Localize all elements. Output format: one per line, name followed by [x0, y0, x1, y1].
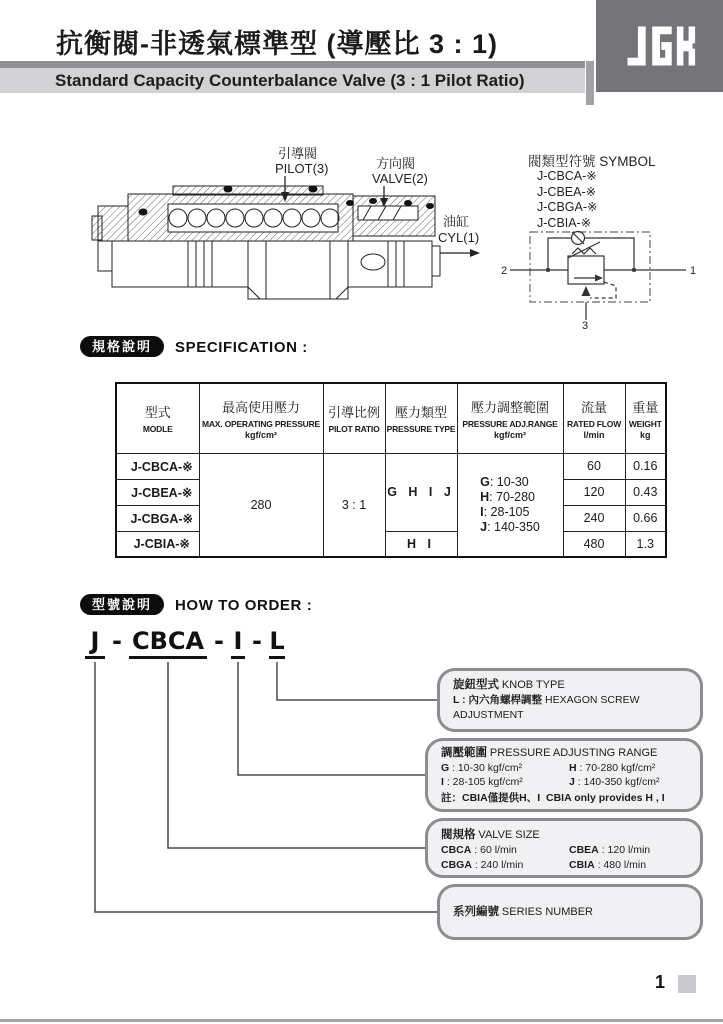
pilot-label-zh: 引導閥 [278, 146, 318, 161]
cyl-label-zh: 油缸 [443, 214, 470, 229]
symbol-model-list [537, 169, 597, 231]
weight-cell: 0.66 [625, 505, 666, 531]
symbol-model-item: J-CBCA-※ [537, 169, 597, 183]
valve-size-entries [441, 843, 687, 873]
col-rated-flow: 流量 RATED FLOW l/min [563, 383, 625, 453]
cyl-label-en: CYL(1) [438, 230, 480, 245]
symbol-port-3-label: 3 [582, 320, 589, 330]
symbol-port-2-label: 2 [501, 265, 508, 277]
page-number-square [678, 975, 696, 993]
symbol-port-1-label: 1 [690, 265, 697, 277]
code-knob-type: L [269, 627, 285, 659]
spec-heading: SPECIFICATION : [175, 339, 308, 356]
range-note: 註：CBIA僅提供H、I CBIA only provides H , I [441, 791, 665, 804]
symbol-model-item: J-CBGA-※ [537, 200, 598, 214]
col-pressure-type: 壓力類型 PRESSURE TYPE [385, 383, 457, 453]
size-entry: CBCA : 60 l/min [441, 844, 517, 856]
order-pill: 型號說明 [80, 594, 164, 615]
series-number-title: 系列編號 SERIES NUMBER [453, 905, 593, 918]
series-number-box [437, 884, 703, 940]
weight-cell: 0.43 [625, 479, 666, 505]
model-cell: J-CBGA-※ [116, 505, 199, 531]
spec-pill: 規格說明 [80, 336, 164, 357]
code-pressure-range: I [231, 627, 245, 659]
range-entry: J : 140-350 kgf/cm² [569, 776, 660, 788]
valve-body [92, 186, 440, 299]
table-row [116, 453, 666, 479]
range-entry: G : 10-30 kgf/cm² [441, 761, 523, 774]
model-cell: J-CBEA-※ [116, 479, 199, 505]
cyl-arrow-icon [440, 249, 480, 257]
size-entry: CBIA : 480 l/min [569, 859, 647, 871]
valve-cross-section-drawing [88, 146, 498, 314]
company-logo [596, 0, 723, 92]
weight-cell: 0.16 [625, 453, 666, 479]
jgh-logo-icon [621, 16, 699, 76]
flow-cell: 60 [563, 453, 625, 479]
model-cell: J-CBIA-※ [116, 531, 199, 557]
pilot-label-en: PILOT(3) [275, 161, 329, 176]
pressure-range-title: 調壓範圍 PRESSURE ADJUSTING RANGE [441, 747, 658, 759]
valve-size-box [425, 818, 703, 878]
col-max-pressure: 最高使用壓力 MAX. OPERATING PRESSURE kgf/cm² [199, 383, 323, 453]
weight-cell: 1.3 [625, 531, 666, 557]
symbol-heading: 閥類型符號 SYMBOL [528, 154, 656, 169]
header-dark-bar [0, 61, 585, 68]
spec-header-row [116, 383, 666, 453]
max-pressure-cell: 280 [199, 453, 323, 557]
col-pilot-ratio: 引導比例 PILOT RATIO [323, 383, 385, 453]
range-entry: H : 70-280 kgf/cm² [569, 761, 656, 774]
code-series: J [85, 627, 105, 659]
valve-label-en: VALVE(2) [372, 171, 428, 186]
pressure-type-cell: H I [385, 531, 457, 557]
pressure-range-box [425, 738, 703, 812]
flow-cell: 120 [563, 479, 625, 505]
range-entry: I : 28-105 kgf/cm² [441, 776, 523, 788]
pilot-ratio-cell: 3 : 1 [323, 453, 385, 557]
flow-cell: 480 [563, 531, 625, 557]
page-title: 抗衡閥-非透氣標準型 (導壓比 3 : 1) [56, 29, 499, 59]
col-weight: 重量 WEIGHT kg [625, 383, 666, 453]
order-code: J - CBCA - I - L [85, 627, 285, 659]
pressure-range-entries [441, 761, 687, 790]
adj-range-cell: G: 10-30 H: 70-280 I: 28-105 J: 140-350 [457, 453, 563, 557]
col-model: 型式 MODLE [116, 383, 199, 453]
table-row [116, 531, 666, 557]
flow-cell: 240 [563, 505, 625, 531]
page-number: 1 [655, 972, 666, 992]
model-cell: J-CBCA-※ [116, 453, 199, 479]
size-entry: CBEA : 120 l/min [569, 844, 651, 856]
knob-type-title: 旋鈕型式 KNOB TYPE [453, 679, 565, 691]
code-valve-size: CBCA [129, 627, 207, 659]
symbol-model-item: J-CBEA-※ [537, 184, 597, 199]
header-edge-strip [586, 61, 594, 105]
valve-size-title: 閥規格 VALVE SIZE [441, 829, 540, 841]
col-adj-range: 壓力調整範圍 PRESSURE ADJ.RANGE kgf/cm² [457, 383, 563, 453]
size-entry: CBGA : 240 l/min [441, 859, 524, 871]
symbol-model-item: J-CBIA-※ [537, 215, 592, 230]
knob-type-line: L : 內六角螺桿調整 HEXAGON SCREW ADJUSTMENT [453, 694, 640, 721]
page-subtitle: Standard Capacity Counterbalance Valve (3 : 1 Pilot Ratio) [55, 71, 525, 90]
specification-table [115, 382, 667, 558]
hydraulic-symbol-diagram [500, 226, 700, 330]
valve-label-zh: 方向閥 [376, 156, 416, 171]
bottom-rule [0, 1019, 723, 1022]
order-heading: HOW TO ORDER : [175, 597, 313, 614]
knob-type-box [437, 668, 703, 732]
pressure-type-cell: G H I J [385, 453, 457, 531]
